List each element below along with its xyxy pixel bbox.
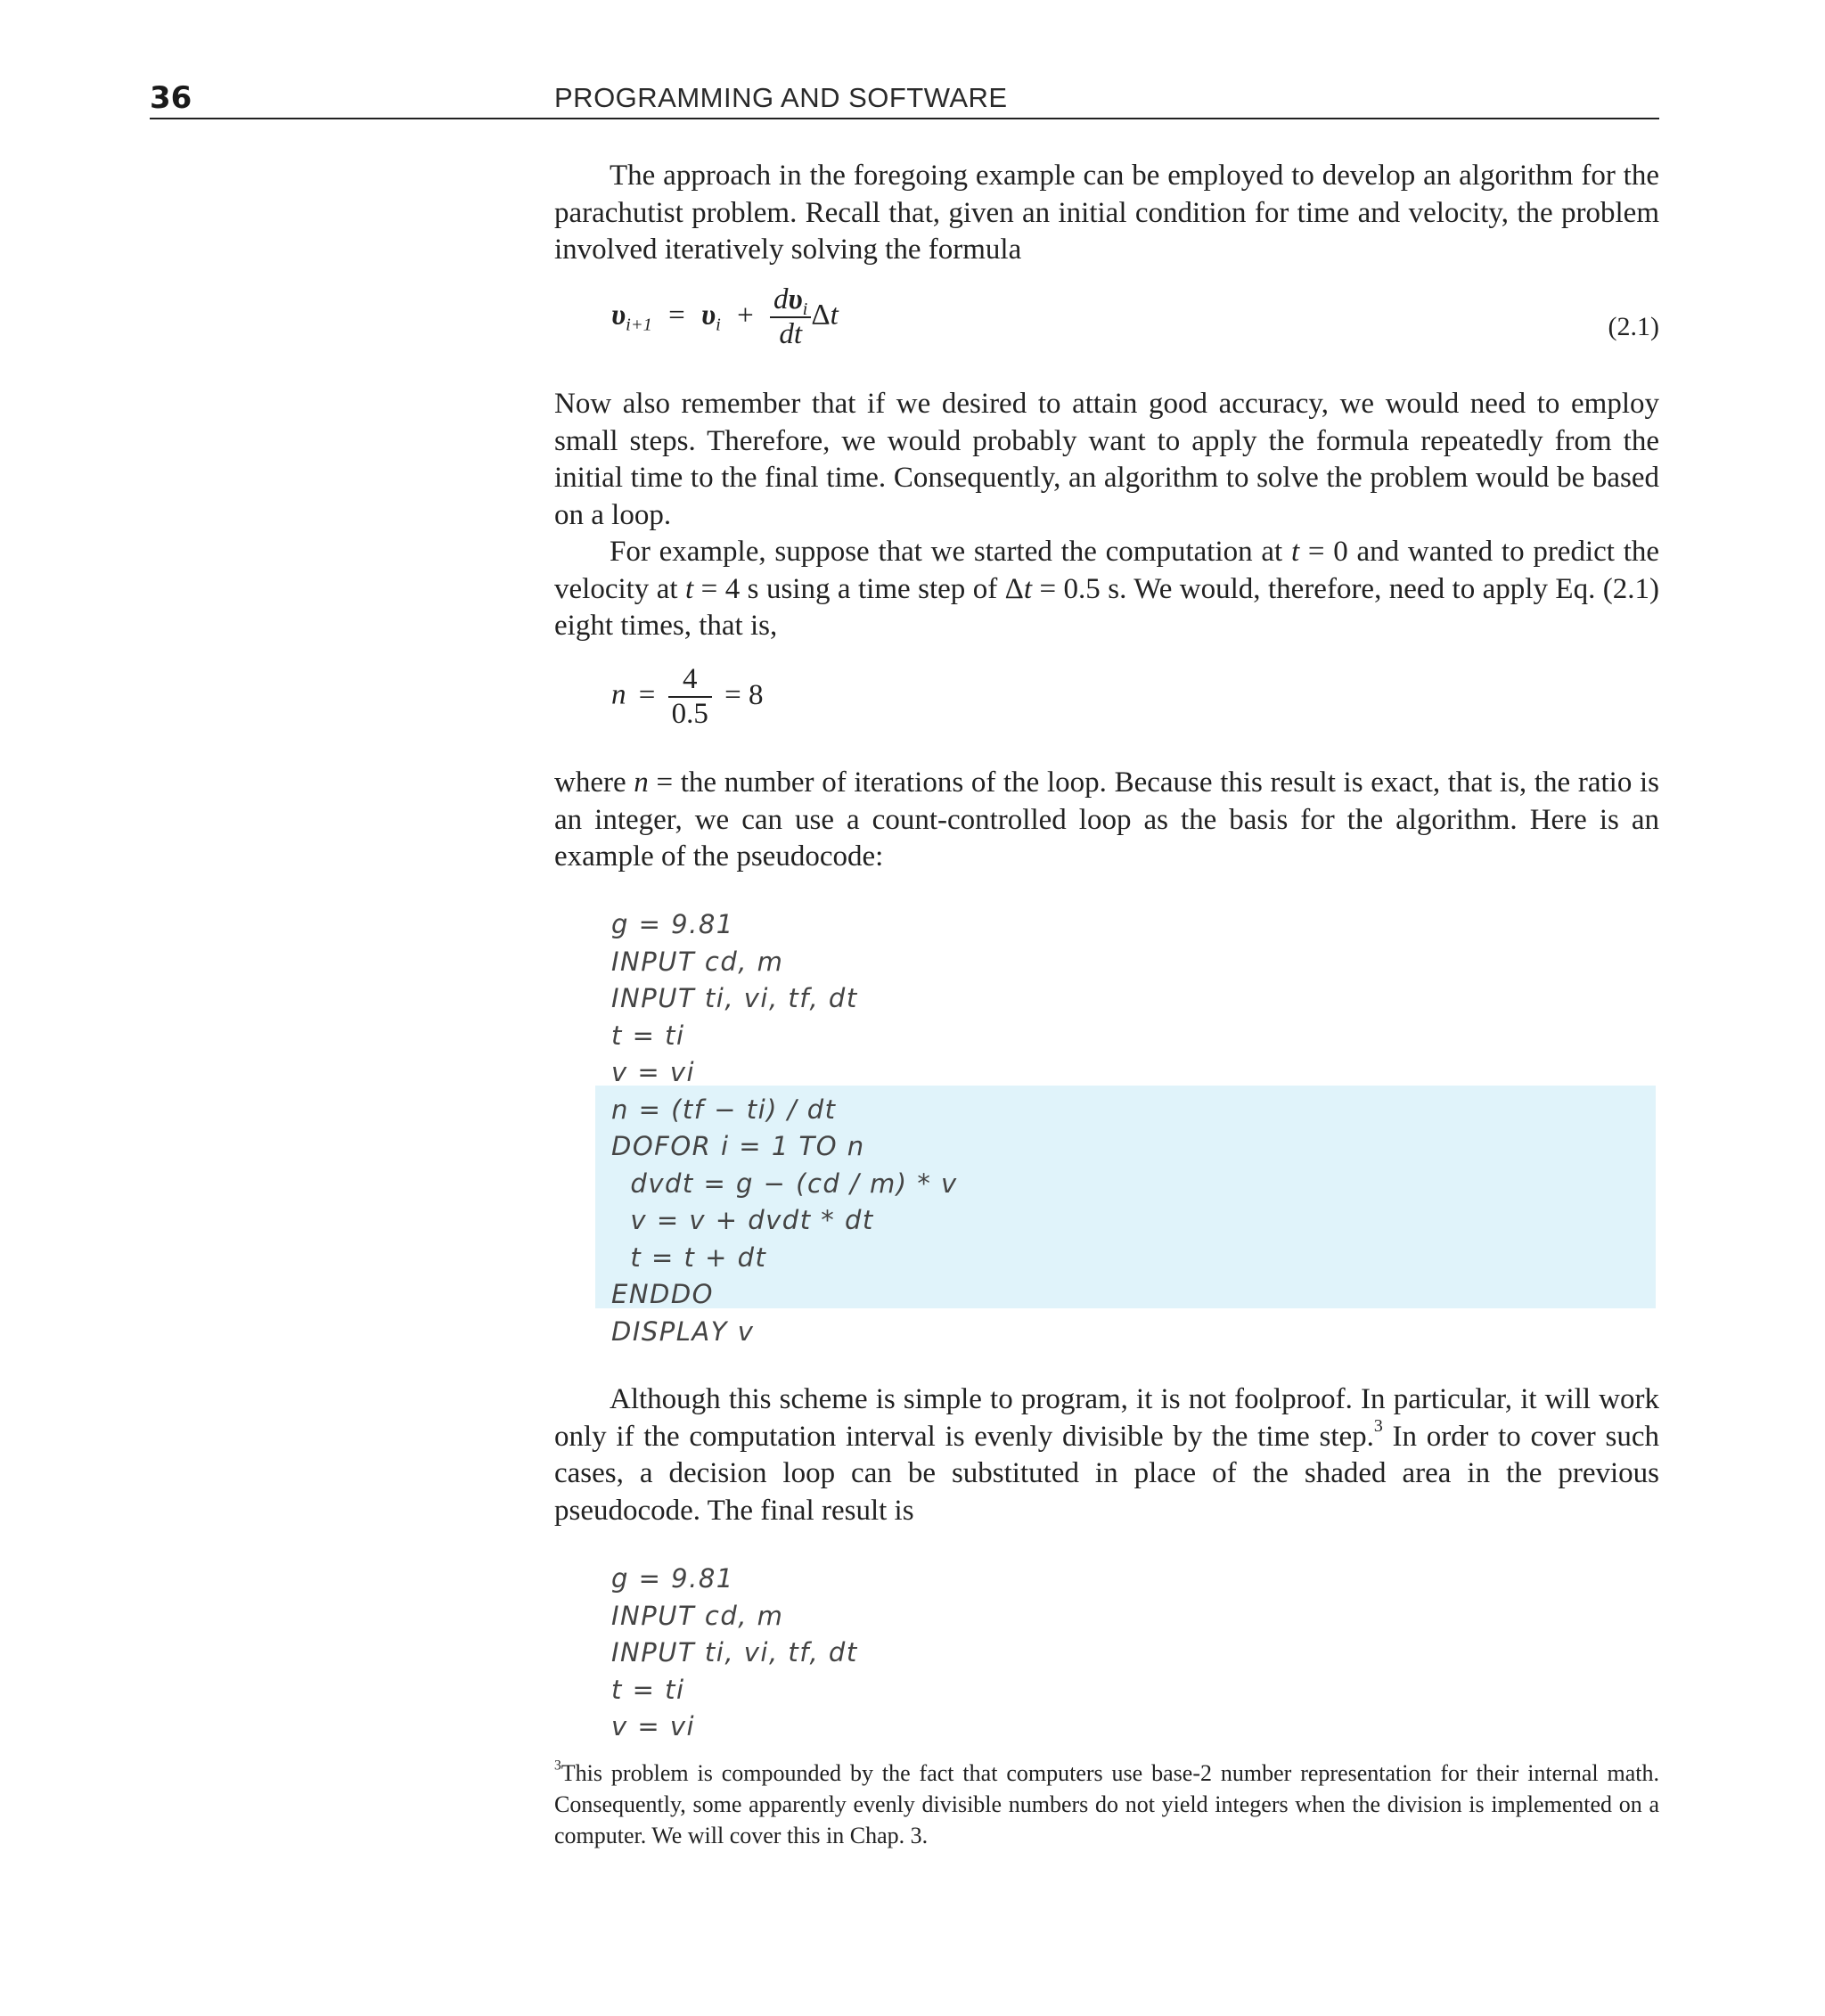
equation-n: [611, 663, 764, 731]
footnote: [554, 1758, 1659, 1851]
eq-frac-num-sub: i: [802, 299, 808, 320]
eq-lhs-var: υ: [611, 299, 626, 332]
eq2-fraction: [668, 663, 712, 731]
eq-plus: +: [737, 299, 754, 332]
eq2-rhs: = 8: [724, 678, 764, 711]
code-line: DOFOR i = 1 TO n: [611, 1131, 865, 1161]
footnote-ref: 3: [1373, 1415, 1383, 1436]
para3-part3: = 4 s using a time step of Δ: [693, 572, 1024, 605]
code-line: INPUT cd, m: [611, 1600, 784, 1631]
eq2-frac-num: 4: [683, 663, 698, 695]
code-line: g = 9.81: [611, 909, 734, 939]
pseudocode-block-2: [611, 1561, 858, 1746]
code-line: t = t + dt: [611, 1242, 767, 1273]
code-line: n = (tf − ti) / dt: [611, 1094, 837, 1125]
paragraph-foolproof: [554, 1381, 1659, 1529]
page-number: 36: [150, 80, 192, 116]
eq2-lhs: n: [611, 678, 626, 711]
para4-n: n: [634, 766, 649, 799]
para3-t3: t: [1023, 572, 1033, 605]
equation-2-1: [611, 283, 839, 351]
code-line: INPUT ti, vi, tf, dt: [611, 1637, 858, 1668]
para3-t1: t: [1290, 536, 1300, 568]
code-line: v = vi: [611, 1711, 696, 1741]
eq-frac-num-d: d: [773, 283, 789, 316]
eq-rhs-sub: i: [716, 315, 721, 335]
paragraph-intro: The approach in the foregoing example can be employed to develop an algorithm for the parachutist problem. Recall that, given an initial condition for time and velocity, the problem involved iteratively solving the formula: [554, 160, 1659, 266]
eq-rhs-var: υ: [701, 299, 716, 332]
code-line: t = ti: [611, 1674, 685, 1705]
para5-part1: Although this scheme is simple to program, it is not foolproof. In particular, it will work only if the computation interval is evenly divisible by the time step.: [554, 1383, 1659, 1453]
eq-equals: =: [668, 299, 685, 332]
code-line: v = vi: [611, 1057, 696, 1087]
code-line: ENDDO: [611, 1279, 715, 1309]
running-head: PROGRAMMING AND SOFTWARE: [554, 82, 1008, 113]
paragraph-small-steps: Now also remember that if we desired to attain good accuracy, we would need to employ small steps. Therefore, we would probably want to apply the formula repeatedly from the initial time to the final time. Consequently, an algorithm to solve the problem would be based on a loop.: [554, 388, 1659, 531]
para4-part2: = the number of iterations of the loop. Because this result is exact, that is, the ratio is an integer, we can use a count-controlled loop as the basis for the algorithm. Here is an example of the pseudocode:: [554, 766, 1659, 873]
equation-number: (2.1): [1608, 312, 1659, 341]
eq-delta: Δ: [811, 299, 831, 332]
eq-lhs-sub: i+1: [626, 315, 652, 335]
footnote-mark: 3: [554, 1758, 561, 1774]
para5-part2: In order to cover such cases, a decision loop can be substituted in place of the shaded area in the previous pseudocode. The final result is: [554, 1420, 1659, 1527]
para3-part4: = 0.5 s. We would, therefore, need to apply Eq. (2.1) eight times, that is,: [554, 572, 1659, 642]
code-line: g = 9.81: [611, 1563, 734, 1594]
para3-t2: t: [685, 572, 694, 605]
eq-delta-var: t: [830, 299, 839, 332]
footnote-text: This problem is compounded by the fact that computers use base-2 number representation for their internal math. Consequently, some apparently evenly divisible numbers do not yield integers when the division is implemented on a computer. We will cover this in Chap. 3.: [554, 1760, 1659, 1848]
paragraph-where-n: [554, 765, 1659, 876]
code-line: DISPLAY v: [611, 1315, 755, 1347]
code-line: v = v + dvdt * dt: [611, 1205, 874, 1235]
code-line: dvdt = g − (cd / m) * v: [611, 1168, 958, 1199]
paragraph-example: [554, 534, 1659, 645]
eq2-frac-den: 0.5: [668, 696, 712, 731]
eq-frac-den: dt: [770, 316, 811, 351]
pseudocode-block-1: [611, 906, 958, 1350]
para3-part1: For example, suppose that we started the computation at: [610, 536, 1291, 568]
header-rule: [150, 118, 1659, 119]
eq-frac-num-var: υ: [788, 283, 803, 316]
code-line: t = ti: [611, 1020, 685, 1051]
para4-part1: where: [554, 766, 634, 799]
code-line: INPUT ti, vi, tf, dt: [611, 983, 858, 1013]
eq2-equals: =: [638, 678, 656, 711]
eq-fraction: [770, 283, 811, 351]
code-line: INPUT cd, m: [611, 946, 784, 977]
para3-part2: = 0 and wanted to predict the velocity at: [554, 536, 1660, 605]
